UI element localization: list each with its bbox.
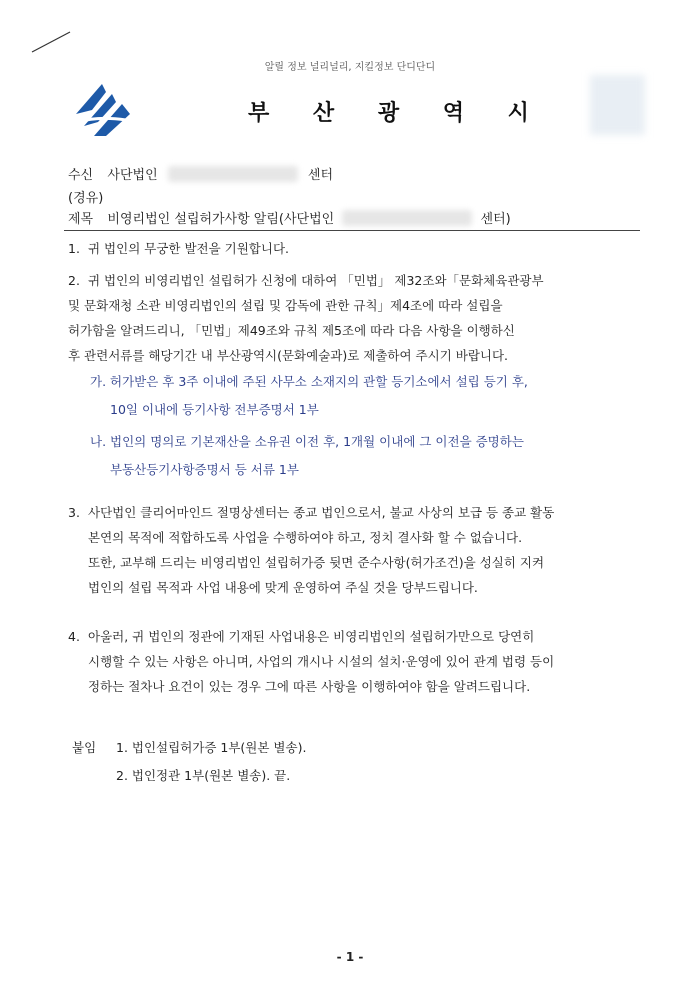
sub-item-number: 나. xyxy=(90,434,107,449)
sub-item-line: 허가받은 후 3주 이내에 주된 사무소 소재지의 관할 등기소에서 설립 등기 후, xyxy=(110,374,528,389)
subject-label: 제목 xyxy=(68,212,94,227)
page-number: - 1 - xyxy=(336,950,364,964)
paragraph-number: 1. xyxy=(68,241,80,256)
paragraph-line: 및 문화재청 소관 비영리법인의 설립 및 감독에 관한 규칙」제4조에 따라 설립을 xyxy=(68,298,503,313)
subject-text: 비영리법인 설립허가사항 알림(사단법인 xyxy=(107,212,335,227)
paragraph-text: 귀 법인의 무궁한 발전을 기원합니다. xyxy=(88,241,289,256)
paragraph-line: 허가함을 알려드리니, 「민법」제49조와 규칙 제5조에 따라 다음 사항을 이행하신 xyxy=(68,323,515,338)
recipient-suffix: 센터 xyxy=(307,168,334,183)
recipient-line xyxy=(68,164,333,183)
redacted-stamp xyxy=(590,75,645,135)
paragraph-line: 후 관련서류를 해당기간 내 부산광역시(문화예술과)로 제출하여 주시기 바랍니다. xyxy=(68,348,509,363)
paragraph-line: 시행할 수 있는 사항은 아니며, 사업의 개시나 시설의 설치·운영에 있어 관계 법령 등이 xyxy=(88,654,555,669)
paragraph-4 xyxy=(68,624,643,699)
subject-line xyxy=(68,208,511,227)
recipient-redaction xyxy=(168,166,298,182)
subject-suffix: 센터) xyxy=(480,212,511,227)
sub-item-ga xyxy=(90,368,650,424)
attachment-2 xyxy=(116,766,290,784)
paragraph-line: 법인의 설립 목적과 사업 내용에 맞게 운영하여 주실 것을 당부드립니다. xyxy=(88,580,478,595)
recipient-label: 수신 xyxy=(68,168,94,183)
motto: 알릴 정보 널리널리, 지킬정보 단디단디 xyxy=(264,62,436,73)
sub-item-number: 가. xyxy=(90,374,107,389)
paragraph-1 xyxy=(68,236,643,261)
sub-item-line: 10일 이내에 등기사항 전부증명서 1부 xyxy=(110,402,319,417)
attachment-item: 1. 법인설립허가증 1부(원본 별송). xyxy=(116,740,307,755)
via-line xyxy=(68,187,103,206)
paragraph-number: 3. xyxy=(68,505,80,520)
paragraph-number: 4. xyxy=(68,629,80,644)
busan-logo-icon xyxy=(72,80,134,142)
attachment-label: 붙임 xyxy=(72,740,97,755)
paragraph-line: 귀 법인의 비영리법인 설립허가 신청에 대하여 「민법」 제32조와「문화체육관광부 xyxy=(88,273,544,288)
sub-item-line: 부동산등기사항증명서 등 서류 1부 xyxy=(110,462,299,477)
sub-item-na xyxy=(90,428,650,484)
paragraph-line: 아울러, 귀 법인의 정관에 기재된 사업내용은 비영리법인의 설립허가만으로 당연히 xyxy=(88,629,535,644)
paragraph-3 xyxy=(68,500,643,600)
attachment-item: 2. 법인정관 1부(원본 별송). 끝. xyxy=(116,768,291,783)
subject-redaction xyxy=(342,210,472,226)
paragraph-number: 2. xyxy=(68,273,80,288)
via-label: (경유) xyxy=(68,191,104,206)
paragraph-line: 본연의 목적에 적합하도록 사업을 수행하여야 하고, 정치 결사화 할 수 없습니다. xyxy=(88,530,523,545)
attachment-1 xyxy=(72,738,306,756)
org-title: 부 산 광 역 시 xyxy=(248,101,547,126)
sub-item-line: 법인의 명의로 기본재산을 소유권 이전 후, 1개월 이내에 그 이전을 증명하는 xyxy=(110,434,524,449)
pen-mark xyxy=(30,30,72,54)
recipient-prefix: 사단법인 xyxy=(107,168,158,183)
paragraph-2 xyxy=(68,268,643,368)
subject-divider xyxy=(64,230,640,231)
paragraph-line: 사단법인 클리어마인드 절명상센터는 종교 법인으로서, 불교 사상의 보급 등 종교 활동 xyxy=(88,505,555,520)
paragraph-line: 또한, 교부해 드리는 비영리법인 설립허가증 뒷면 준수사항(허가조건)을 성실히 지켜 xyxy=(88,555,545,570)
paragraph-line: 정하는 절차나 요건이 있는 경우 그에 따른 사항을 이행하여야 함을 알려드립니다. xyxy=(88,679,531,694)
